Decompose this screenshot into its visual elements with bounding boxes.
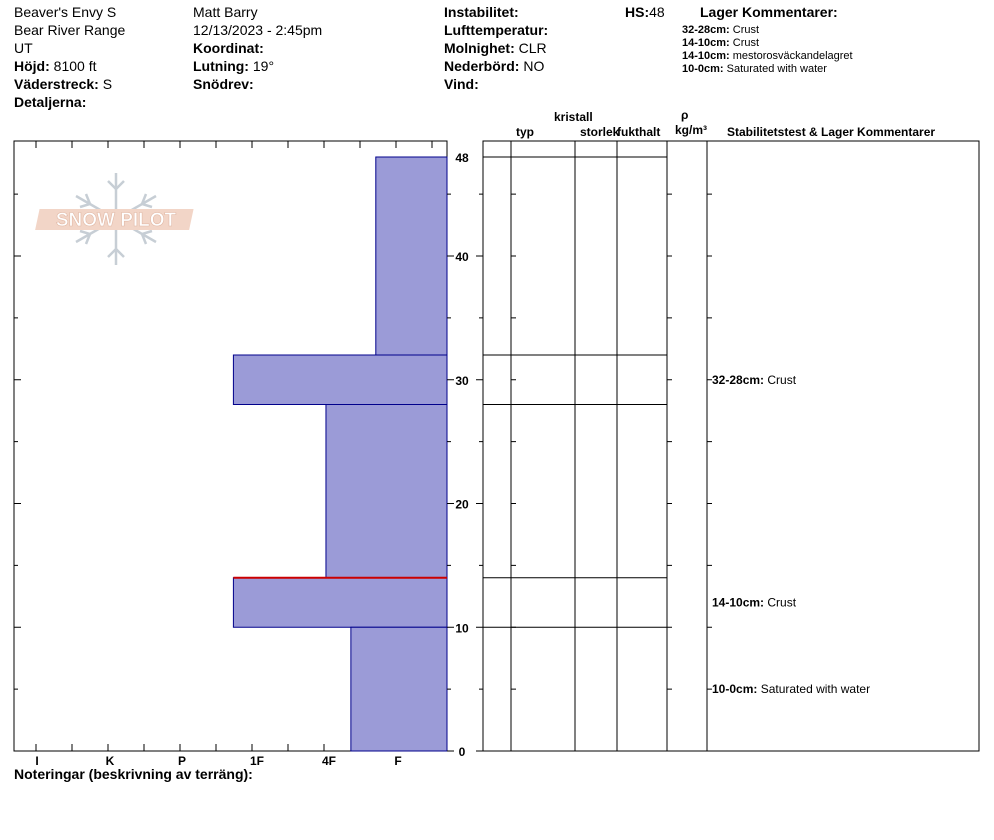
air-temperature-label: Lufttemperatur:: [444, 22, 549, 38]
hardness-layer-bar: [233, 355, 447, 405]
instability-label: Instabilitet:: [444, 4, 519, 20]
column-header-density: kg/m³: [675, 123, 708, 137]
hardness-tick-label: 4F: [321, 754, 337, 768]
coordinate-label: Koordinat:: [193, 40, 264, 56]
mountain-range: Bear River Range: [14, 22, 126, 38]
layer-comment-depth: 14-10cm:: [682, 37, 730, 49]
hardness-tick-label: P: [177, 754, 187, 768]
details-label: Detaljerna:: [14, 94, 87, 110]
depth-tick-label: 0: [458, 745, 466, 759]
hardness-tick-label: 1F: [249, 754, 265, 768]
aspect-value: S: [102, 76, 113, 92]
hardness-tick-label: I: [35, 754, 39, 768]
hardness-layer-bar: [326, 405, 447, 578]
depth-tick-label: 48: [455, 151, 469, 165]
hardness-layer-bar: [233, 578, 447, 628]
hardness-tick-label: F: [394, 754, 402, 768]
precip-label: Nederbörd:: [444, 58, 520, 74]
hardness-tick-label: K: [105, 754, 115, 768]
column-header-type: typ: [516, 125, 534, 139]
wind-loading-label: Snödrev:: [193, 76, 254, 92]
layer-comment-depth: 14-10cm:: [682, 50, 730, 62]
column-header-crystal: kristall: [554, 110, 593, 124]
slope-value: 19°: [252, 58, 275, 74]
location-name: Beaver's Envy S: [14, 4, 117, 20]
layer-comments-title: Lager Kommentarer:: [700, 4, 838, 20]
layer-comment-depth: 10-0cm:: [682, 63, 724, 75]
hardness-layer-bar: [351, 627, 447, 751]
layer-comment-text: Saturated with water: [726, 63, 827, 75]
table-layer-comment: 14-10cm: Crust: [712, 595, 797, 610]
layer-comment-depth: 32-28cm:: [682, 24, 730, 36]
slope-label: Lutning:: [193, 58, 249, 74]
layer-comment-text: mestorosväckandelagret: [732, 50, 853, 62]
layer-table-frame: [483, 141, 979, 751]
state: UT: [14, 40, 33, 56]
snowpilot-logo: [35, 173, 193, 265]
depth-tick-label: 20: [455, 497, 469, 512]
snowpilot-logo-text: SNOW PILOT: [55, 210, 177, 231]
column-header-moisture: fukthalt: [617, 125, 661, 139]
observer-name: Matt Barry: [193, 4, 258, 20]
layer-comment-text: Crust: [732, 37, 760, 49]
column-header-rho: ρ: [681, 108, 689, 122]
hs-label: HS:: [625, 4, 650, 20]
table-layer-comment: 10-0cm: Saturated with water: [712, 682, 871, 697]
elevation-label: Höjd:: [14, 58, 50, 74]
observation-datetime: 12/13/2023 - 2:45pm: [193, 22, 323, 38]
column-header-stability: Stabilitetstest & Lager Kommentarer: [727, 125, 936, 139]
depth-tick-label: 10: [455, 621, 469, 636]
depth-tick-label: 30: [455, 373, 469, 388]
depth-tick-label: 40: [455, 250, 469, 264]
hardness-layer-bar: [376, 157, 447, 355]
sky-label: Molnighet:: [444, 40, 515, 56]
sky-value: CLR: [518, 40, 547, 56]
layer-comment-text: Crust: [732, 24, 760, 36]
precip-value: NO: [523, 58, 545, 74]
terrain-notes-label: Noteringar (beskrivning av terräng):: [14, 766, 253, 782]
table-layer-comment: 32-28cm: Crust: [712, 372, 797, 387]
hs-value: 48: [649, 4, 665, 20]
wind-label: Vind:: [444, 76, 479, 92]
aspect-label: Väderstreck:: [14, 76, 99, 92]
elevation-value: 8100 ft: [53, 58, 97, 74]
column-header-size: storlek: [580, 125, 620, 139]
